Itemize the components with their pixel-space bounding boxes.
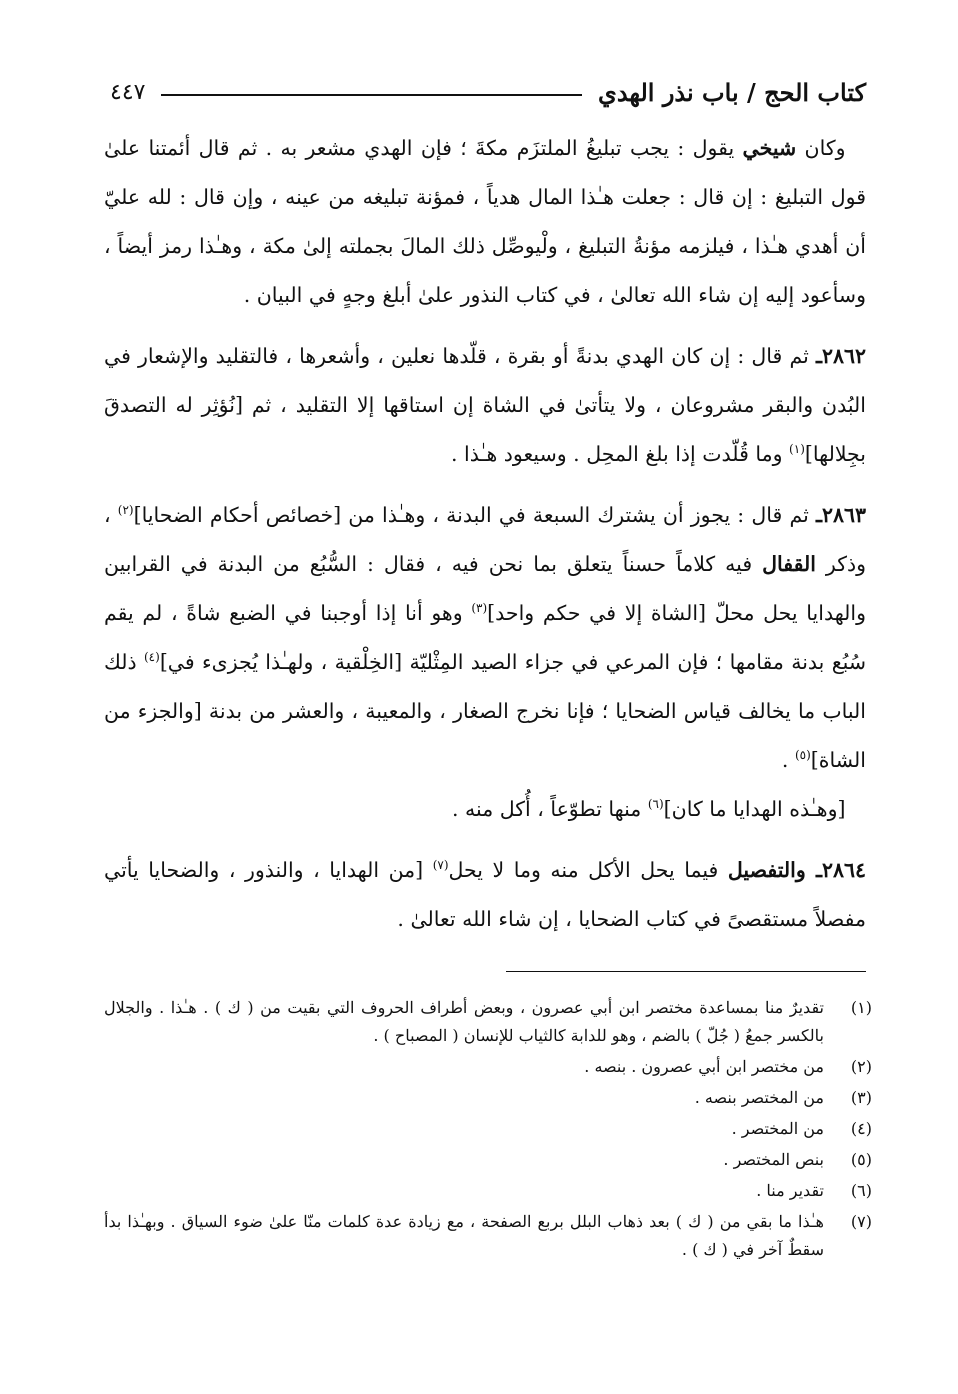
paragraph-number: ٢٨٦٣ـ xyxy=(815,503,866,527)
intro-paragraph xyxy=(104,124,866,320)
footnotes xyxy=(104,994,872,1267)
paragraph-2862 xyxy=(104,332,866,479)
footnote-number: (١) xyxy=(850,998,872,1017)
footnote xyxy=(104,1177,872,1205)
footnote-separator xyxy=(506,971,866,972)
footnote xyxy=(104,1084,872,1112)
footnote xyxy=(104,994,872,1050)
footnote-text: هـٰذا ما بقي من ( ك ) بعد ذهاب البلل بربع الصفحة ، مع زيادة عدة كلمات منّا علىٰ ضوء السياق . وبهـٰذا بدأ سقطٌ آخر في ( ك ) . xyxy=(104,1212,824,1259)
paragraph-number: ٢٨٦٤ـ xyxy=(815,858,866,882)
footnote xyxy=(104,1208,872,1264)
footnote-text: تقدير منا . xyxy=(756,1181,824,1200)
footnote xyxy=(104,1146,872,1174)
intro-text-1: وكان xyxy=(796,136,846,160)
paragraph-text: منها تطوّعاً ، أُكل منه . xyxy=(451,797,648,821)
paragraph-text: ثم قال : إن كان الهدي بدنةً أو بقرة ، قلّدها نعلين ، وأشعرها ، فالتقليد والإشعار في البُدن والبقر مشروعان ، ولا يتأتىٰ في الشاة إن استاقها إلا التقليد ، ثم [نُؤثِر له التصدقَ بجِلالها] xyxy=(104,344,866,466)
paragraph-text: فيه كلاماً حسناً يتعلق بما نحن فيه ، فقال : السُّبُع من البدنة في القرابين والهدايا يحل محلّ [الشاة إلا في حكم واحد] xyxy=(104,552,866,625)
running-header xyxy=(110,72,866,112)
footnote-ref: (٦) xyxy=(647,797,664,812)
footnote-number: (٦) xyxy=(850,1181,872,1200)
header-rule xyxy=(161,94,582,96)
paragraph-text: [من الهدايا ، والنذور ، والضحايا يأتي مفصلاً مستقصىً في كتاب الضحايا ، إن شاء الله تعالىٰ . xyxy=(104,858,866,931)
footnote-number: (٧) xyxy=(850,1212,872,1231)
paragraph-text: ذلك الباب ما يخالف قياس الضحايا ؛ فإنا نخرج الصغار ، والمعيبة ، والعشر من بدنة [والجزء من الشاة] xyxy=(104,650,866,772)
intro-text-2: يقول : يجب تبليغُ الملتزَم مكةَ ؛ فإن الهدي مشعر به . ثم قال أئمتنا علىٰ قول التبليغ : إن قال : جعلت هـٰذا المال هدياً ، فمؤنة تبليغه من عينه ، وإن قال : لله عليّ أن أهدي هـٰذا ، فيلزمه مؤنةُ التبليغ ، ولْيوصِّل ذلك المالَ بجملته إلىٰ مكة ، وهـٰذا رمز أيضاً ، وسأعود إليه إن شاء الله تعالىٰ ، في كتاب النذور علىٰ أبلغ وجهٍ في البيان . xyxy=(104,136,866,307)
paragraph-2864 xyxy=(104,846,866,944)
paragraph-text: ، وذكر xyxy=(104,503,866,576)
paragraph-text: . xyxy=(781,748,795,772)
paragraph-text: فيما يحل الأكل منه وما لا يحل xyxy=(448,858,728,882)
footnote-ref: (٧) xyxy=(432,858,449,873)
footnote-number: (٣) xyxy=(850,1088,872,1107)
footnote xyxy=(104,1115,872,1143)
paragraph-2863-continued xyxy=(104,785,866,834)
footnote-ref: (٤) xyxy=(143,650,160,665)
footnote-text: من المختصر . xyxy=(731,1119,824,1138)
paragraph-text: ثم قال : يجوز أن يشترك السبعة في البدنة ، وهـٰذا من [خصائص أحكام الضحايا] xyxy=(133,503,816,527)
footnote-ref: (٥) xyxy=(794,748,811,763)
footnote-text: من مختصر ابن أبي عصرون . بنصه . xyxy=(584,1057,824,1076)
footnote-number: (٤) xyxy=(850,1119,872,1138)
header-title: كتاب الحج / باب نذر الهدي xyxy=(598,77,866,107)
bold-term: والتفصيل xyxy=(727,858,816,882)
paragraph-text: [وهـٰذه الهدايا ما كان] xyxy=(663,797,846,821)
footnote-ref: (١) xyxy=(789,442,805,457)
page-number: ٤٤٧ xyxy=(110,79,146,105)
paragraph-2863 xyxy=(104,491,866,785)
footnote-text: من المختصر بنصه . xyxy=(694,1088,824,1107)
footnote-text: بنص المختصر . xyxy=(723,1150,824,1169)
footnote xyxy=(104,1053,872,1081)
intro-bold-name: شيخي xyxy=(742,136,797,160)
footnote-text: تقديرٌ منا بمساعدة مختصر ابن أبي عصرون ، وبعض أطراف الحروف التي بقيت من ( ك ) . هـٰذا . والجلال بالكسر جمعُ ( جُلّ ) بالضم ، وهو للدابة كالثياب للإنسان ( المصباح ) . xyxy=(104,998,824,1045)
paragraph-text: وهو أنا إذا أوجبنا في الضبع شاةً ، لم يقم سُبُع بدنة مقامها ؛ فإن المرعي في جزاء الصيد المِثْليّة [الخِلْقية ، ولهـٰذا يُجزىء في] xyxy=(104,601,866,674)
footnote-number: (٢) xyxy=(850,1057,872,1076)
paragraph-number: ٢٨٦٢ـ xyxy=(815,344,866,368)
footnote-number: (٥) xyxy=(850,1150,872,1169)
footnote-ref: (٢) xyxy=(117,503,134,518)
main-text xyxy=(104,124,866,944)
bold-name: القفال xyxy=(762,552,816,576)
footnote-ref: (٣) xyxy=(471,601,488,616)
paragraph-text: وما قُلّدت إذا بلغ المحِل . وسيعود هـٰذا . xyxy=(450,442,790,466)
